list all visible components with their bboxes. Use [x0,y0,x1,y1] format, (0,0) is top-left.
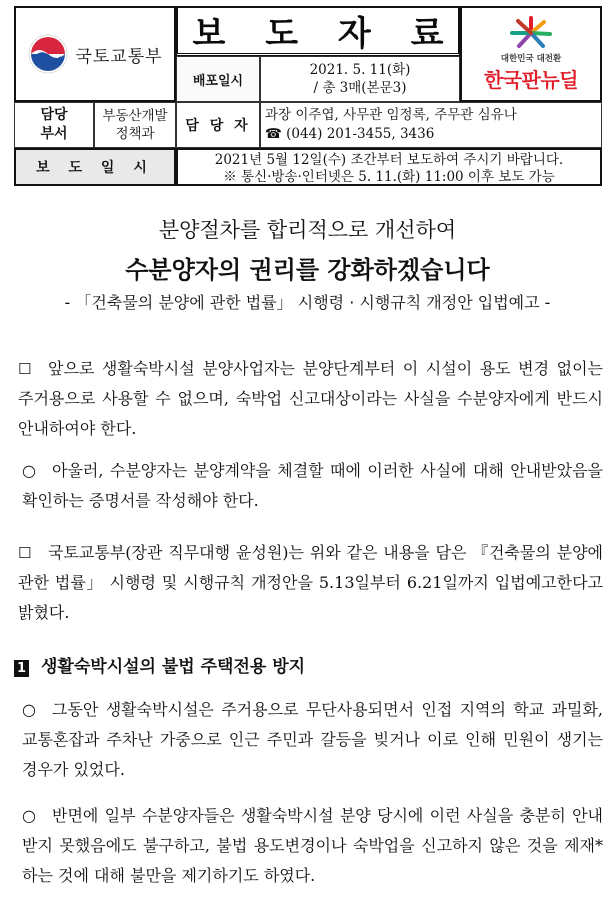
brand-cell [460,6,602,102]
dept-label-line1: 담당 [40,107,68,123]
ministry-logo-cell [14,6,176,102]
document-title: 보 도 자 료 [192,14,458,54]
title-cell [176,6,460,56]
dept-value [94,102,176,148]
paragraph-3 [18,538,603,628]
paragraph-2-text: 아울러, 수분양자는 분양계약을 체결할 때에 이러한 사실에 대해 안내받았음을 확인하는 증명서를 작성해야 한다. [22,461,603,510]
government-emblem-icon [27,33,69,75]
square-bullet-icon: ☐ [18,360,32,378]
circle-bullet-icon: ○ [22,700,36,719]
square-bullet-icon: ☐ [18,544,32,562]
dept-label-line2: 부서 [40,126,68,142]
paragraph-1-text: 앞으로 생활숙박시설 분양사업자는 분양단계부터 이 시설이 용도 변경 없이는 주거용으로 사용할 수 없으며, 숙박업 신고대상이라는 사실을 수분양자에게 반드시 안내하여야 한다. [18,359,603,438]
embargo-value [176,148,602,186]
owner-phone: ☎ (044) 201-3455, 3436 [265,126,435,142]
section-title: 생활숙박시설의 불법 주택전용 방지 [41,657,306,677]
paragraph-5-text: 반면에 일부 수분양자들은 생활숙박시설 분양 당시에 이런 사실을 충분히 안내받지 못했음에도 불구하고, 불법 용도변경이나 숙박업을 신고하지 않은 것을 제재*하는 것에 대해 불만을 제기하기도 하였다. [22,806,603,885]
headline-line2: 수분양자의 권리를 강화하겠습니다 [125,256,490,284]
embargo-line2: ※ 통신·방송·인터넷은 5. 11.(화) 11:00 이후 보도 가능 [223,169,555,185]
paragraph-4-text: 그동안 생활숙박시설은 주거용으로 무단사용되면서 인접 지역의 학교 과밀화, 교통혼잡과 주차난 가중으로 인근 주민과 갈등을 빚거나 이로 인해 민원이 생기는 경우가 있었다. [22,700,603,779]
release-date: 2021. 5. 11(화) [309,62,411,78]
release-label: 배포일시 [176,56,260,102]
release-info [260,56,460,102]
ministry-name: 국토교통부 [75,46,163,67]
press-release-header [14,6,602,186]
brand-title: 한국판뉴딜 [483,67,579,92]
paragraph-4 [22,695,603,785]
new-deal-logo-icon [508,16,554,50]
headline-line1: 분양절차를 합리적으로 개선하여 [158,218,457,242]
dept-line1: 부동산개발 [102,108,168,124]
owner-names: 과장 이주엽, 사무관 임정록, 주무관 심유나 [265,107,517,123]
circle-bullet-icon: ○ [22,806,36,825]
embargo-line1: 2021년 5월 12일(수) 조간부터 보도하여 주시기 바랍니다. [214,152,564,168]
circle-bullet-icon: ○ [22,461,36,480]
owner-value [260,102,602,148]
brand-subtitle: 대한민국 대전환 [500,53,562,64]
paragraph-5 [22,801,603,891]
dept-line2: 정책과 [115,126,155,142]
headline-subtitle: - 「건축물의 분양에 관한 법률」 시행령 · 시행규칙 개정안 입법예고 - [64,293,551,312]
embargo-label: 보 도 일 시 [14,148,176,186]
page-count: / 총 3매(본문3) [313,80,407,96]
owner-label: 담 당 자 [176,102,260,148]
dept-label [14,102,94,148]
paragraph-1 [18,354,603,444]
paragraph-2 [22,456,603,516]
paragraph-3-text: 국토교통부(장관 직무대행 윤성원)는 위와 같은 내용을 담은 『건축물의 분양에 관한 법률」 시행령 및 시행규칙 개정안을 5.13일부터 6.21일까지 입법예고한다고 밝혔다. [18,543,603,622]
section-heading [14,652,305,677]
section-number: 1 [14,660,29,677]
